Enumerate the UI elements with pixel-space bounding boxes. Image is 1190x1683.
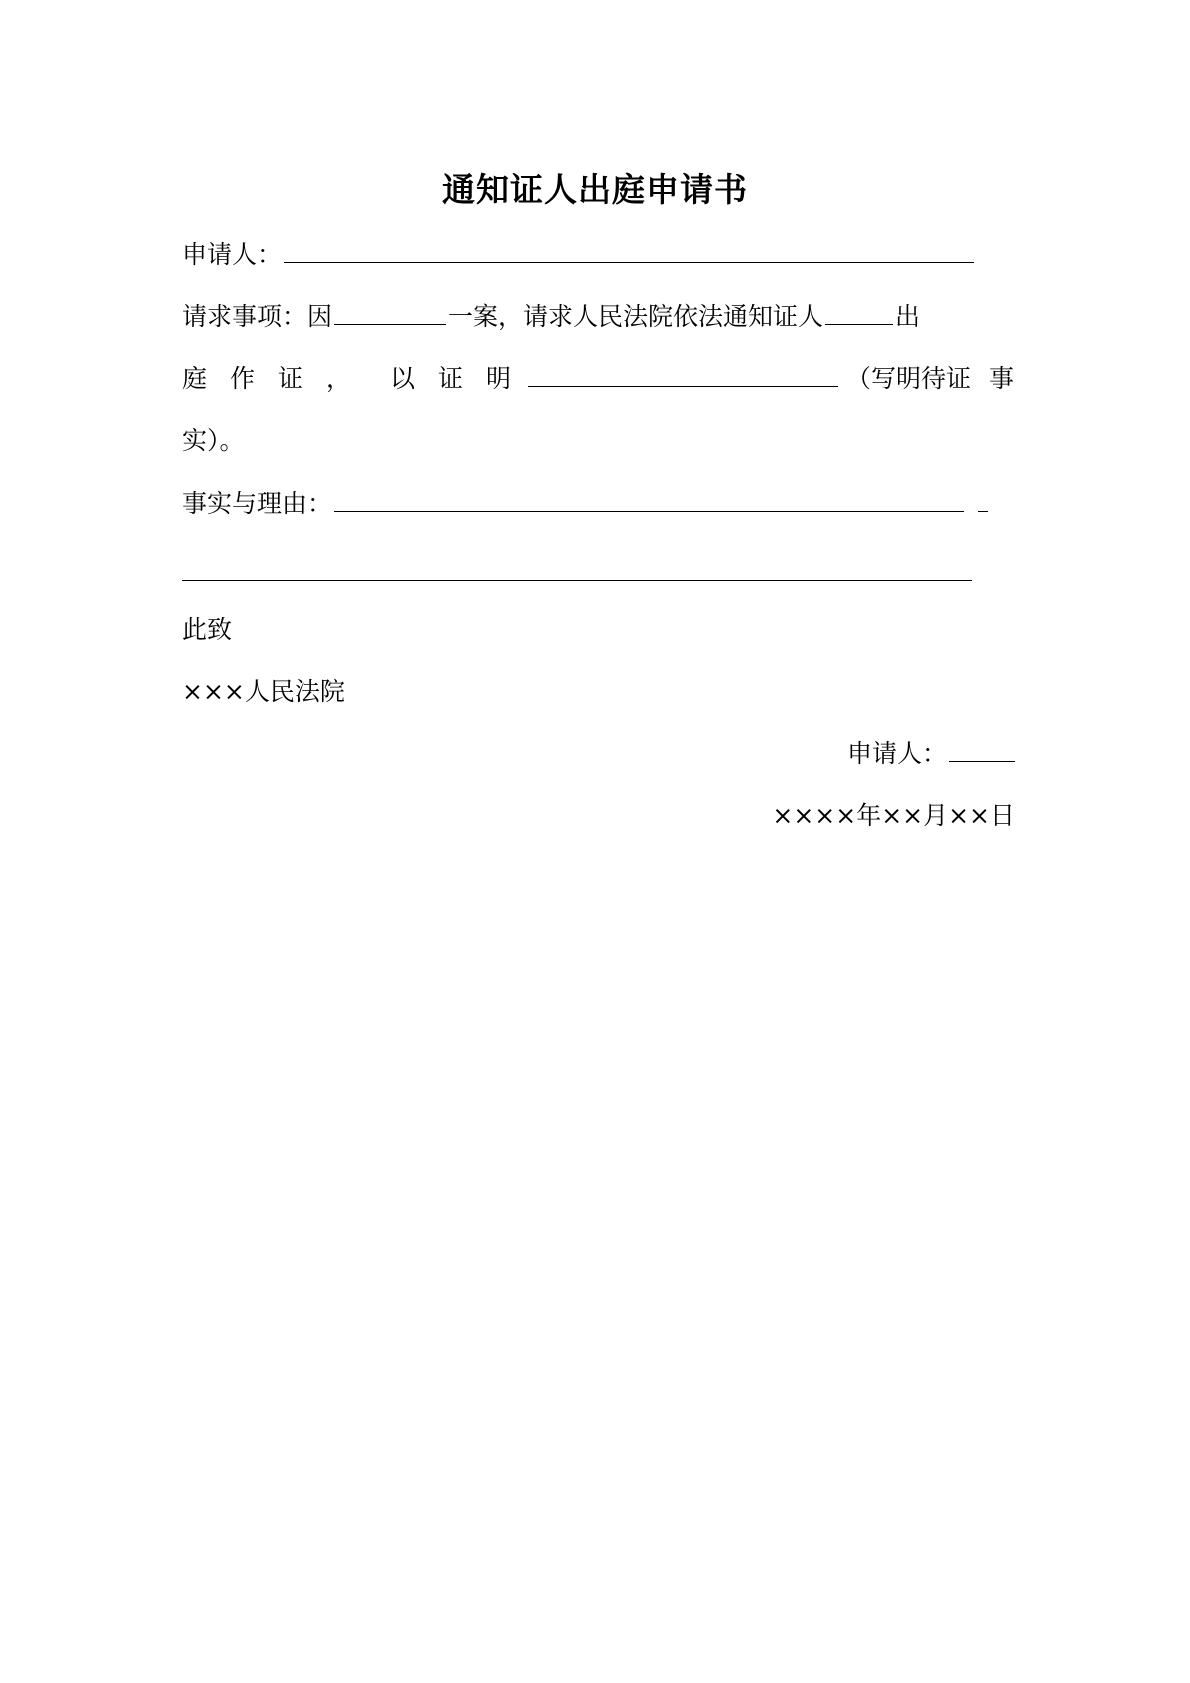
request-line-2-char: 证 <box>438 364 464 393</box>
request-line-3: 实）。 <box>182 426 245 455</box>
request-line-2-char: ， <box>326 364 352 393</box>
court-name: ×××人民法院 <box>182 677 345 706</box>
applicant-label: 申请人： <box>182 240 283 269</box>
request-prefix: 请求事项：因 <box>182 302 333 331</box>
request-line-2-char: 明 <box>486 364 512 393</box>
request-line-2-end: 事 <box>989 364 1015 393</box>
request-line-2-char: 证 <box>278 364 304 393</box>
signature-blank[interactable] <box>949 739 1015 762</box>
request-line-2-char: 作 <box>230 364 256 393</box>
facts-blank-tail[interactable] <box>978 489 988 512</box>
applicant-blank[interactable] <box>284 240 974 263</box>
facts-line <box>182 486 990 522</box>
closing-text: 此致 <box>182 615 233 644</box>
request-middle: 一案，请求人民法院依法通知证人 <box>448 302 824 331</box>
request-line-2 <box>182 361 1014 397</box>
signature-label: 申请人： <box>846 739 947 768</box>
proof-fact-blank[interactable] <box>528 364 838 387</box>
date-text: ××××年××月××日 <box>772 801 1015 830</box>
applicant-line <box>182 237 976 273</box>
facts-label: 事实与理由： <box>182 489 333 518</box>
request-end: 出 <box>895 302 921 331</box>
request-note: （写明待证 <box>846 364 972 393</box>
document-title: 通知证人出庭申请书 <box>442 170 748 209</box>
facts-blank[interactable] <box>334 489 964 512</box>
request-line-2-char: 以 <box>390 364 416 393</box>
signature-line <box>847 736 1015 772</box>
case-name-blank[interactable] <box>334 302 446 325</box>
request-line-2-char: 庭 <box>182 364 208 393</box>
facts-second-rule[interactable] <box>182 580 972 581</box>
request-line-1 <box>182 299 920 335</box>
witness-name-blank[interactable] <box>825 302 893 325</box>
